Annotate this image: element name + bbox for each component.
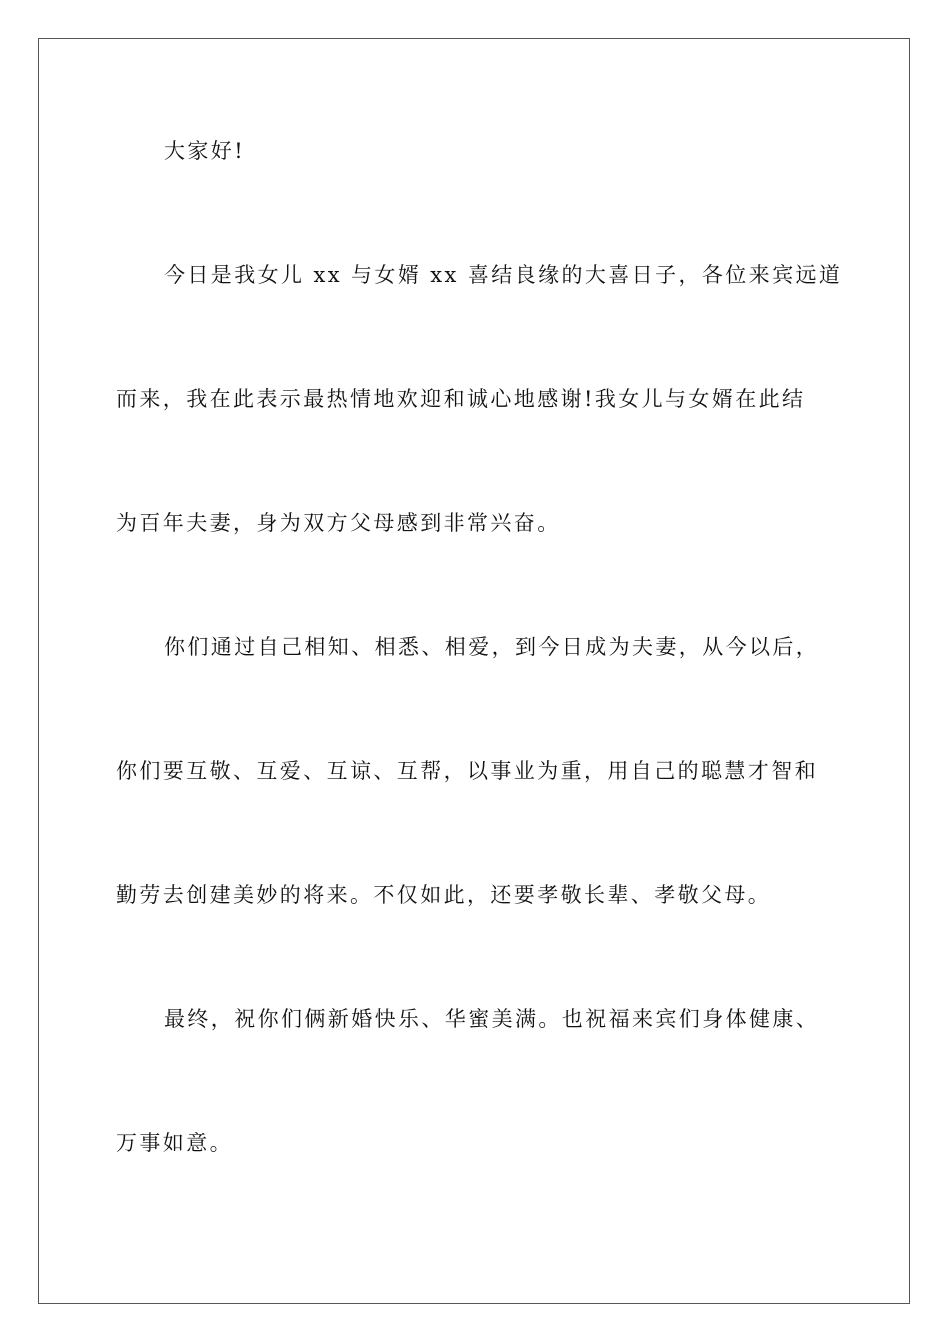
greeting-line: 大家好! bbox=[164, 139, 246, 163]
paragraph-2-line-1: 你们通过自己相知、相悉、相爱，到今日成为夫妻，从今以后， bbox=[164, 635, 820, 659]
paragraph-1-line-3: 为百年夫妻，身为双方父母感到非常兴奋。 bbox=[116, 511, 561, 535]
paragraph-1-line-1: 今日是我女儿 xx 与女婿 xx 喜结良缘的大喜日子，各位来宾远道 bbox=[164, 263, 843, 287]
page-border bbox=[38, 38, 910, 1304]
paragraph-2-line-3: 勤劳去创建美妙的将来。不仅如此，还要孝敬长辈、孝敬父母。 bbox=[116, 883, 772, 907]
paragraph-1-line-2: 而来，我在此表示最热情地欢迎和诚心地感谢!我女儿与女婿在此结 bbox=[116, 387, 806, 411]
paragraph-3-line-2: 万事如意。 bbox=[116, 1131, 233, 1155]
paragraph-2-line-2: 你们要互敬、互爱、互谅、互帮，以事业为重，用自己的聪慧才智和 bbox=[116, 759, 818, 783]
paragraph-3-line-1: 最终，祝你们俩新婚快乐、华蜜美满。也祝福来宾们身体健康、 bbox=[164, 1007, 820, 1031]
